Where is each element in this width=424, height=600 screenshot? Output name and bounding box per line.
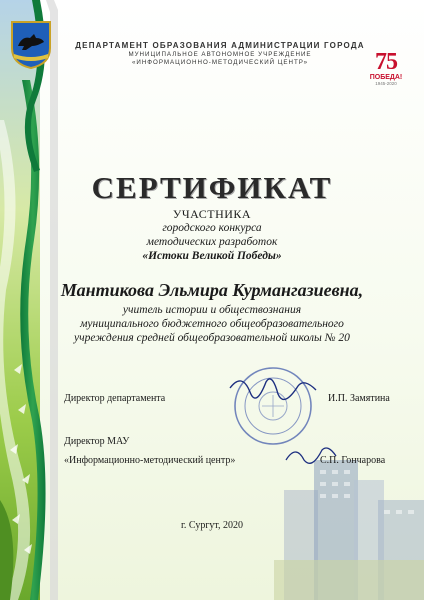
participant-label: УЧАСТНИКА (172, 207, 252, 221)
contest-name: «Истоки Великой Победы» (142, 250, 282, 262)
director-2-title-line-1: Директор МАУ (64, 436, 130, 447)
certificate-title: СЕРТИФИКАТ (91, 170, 333, 205)
director-1-title: Директор департамента (64, 393, 166, 404)
contest-line-1: городского конкурса (162, 222, 262, 234)
victory-number: 75 (375, 49, 397, 75)
position-line-3: учреждения средней общеобразовательной школы № 20 (74, 332, 350, 344)
institution-line-2: «ИНФОРМАЦИОННО-МЕТОДИЧЕСКИЙ ЦЕНТР» (131, 58, 309, 66)
header (70, 41, 370, 67)
position-line-2: муниципального бюджетного общеобразовательного (80, 318, 344, 330)
recipient-name: Мантикова Эльмира Курмангазиевна, (60, 280, 364, 300)
signature-zamyatina (220, 368, 330, 418)
director-2-title-line-2: «Информационно-методический центр» (64, 455, 236, 466)
director-2-name: С.П. Гончарова (320, 455, 386, 466)
place-and-date: г. Сургут, 2020 (180, 520, 244, 531)
position-line-1: учитель истории и обществознания (122, 304, 302, 316)
contest-line-2: методических разработок (146, 236, 278, 248)
director-1-name: И.П. Замятина (328, 393, 390, 404)
victory-years: 1945-2020 (375, 81, 397, 86)
victory-word: ПОБЕДА! (369, 74, 403, 81)
institution-line-1: МУНИЦИПАЛЬНОЕ АВТОНОМНОЕ УЧРЕЖДЕНИЕ (128, 51, 312, 58)
victory-75-logo (362, 50, 410, 102)
department-name: ДЕПАРТАМЕНТ ОБРАЗОВАНИЯ АДМИНИСТРАЦИИ ГОРОДА (75, 41, 365, 50)
city-crest-icon (8, 20, 54, 70)
